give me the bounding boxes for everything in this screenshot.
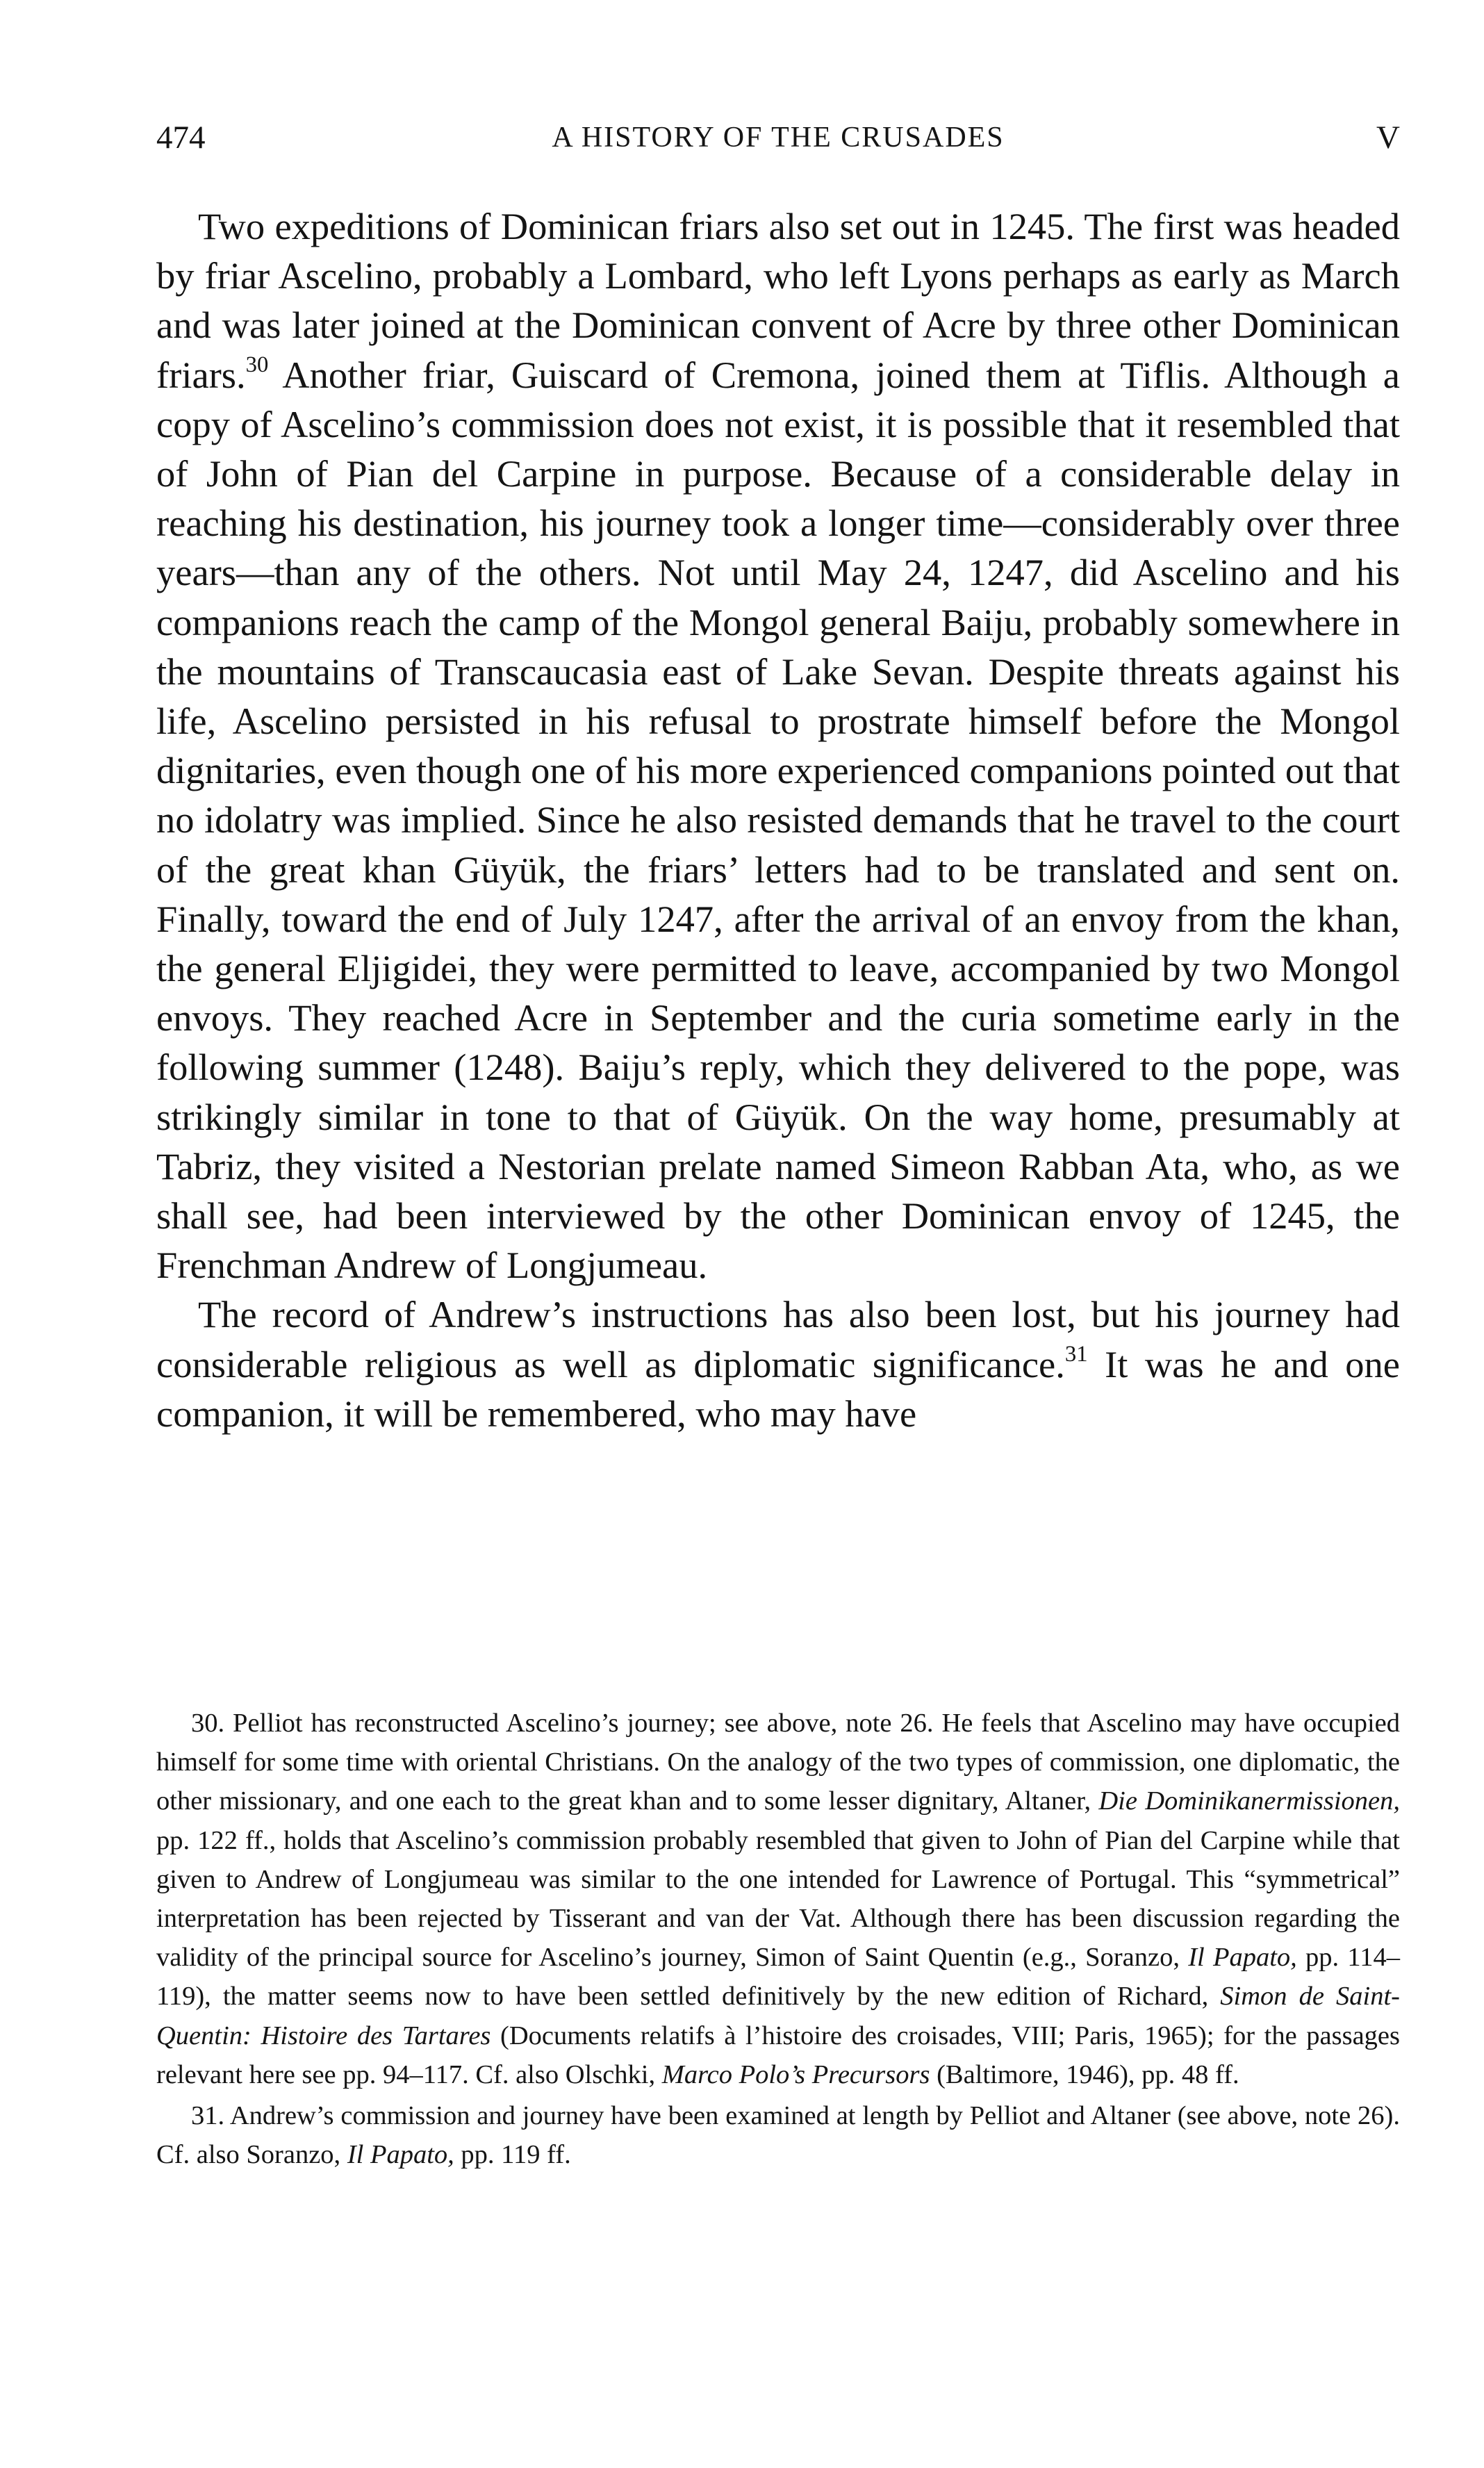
paragraph-text: Two expeditions of Dominican friars also set out in 1245. The first was headed by friar Ascelino, probably a Lombard, who left Lyons perhaps as early as March and was later joined at the Dominican convent of Acre by three other Dominican friars. — [156, 205, 1400, 396]
paragraph-text: Another friar, Guiscard of Cremona, joined them at Tiflis. Although a copy of Ascelino’s commission does not exist, it is possible that it resembled that of John of Pian del Carpine in purpose. Because of a considerable delay in reaching his destination, his journey took a longer time—considerably over three years—than any of the others. Not until May 24, 1247, did Ascelino and his companions reach the camp of the Mongol general Baiju, probably somewhere in the mountains of Transcaucasia east of Lake Sevan. Despite threats against his life, Ascelino persisted in his refusal to prostrate himself before the Mongol dignitaries, even though one of his more experienced companions pointed out that no idolatry was implied. Since he also resisted demands that he travel to the court of the great khan Güyük, the friars’ letters had to be translated and sent on. Finally, toward the end of July 1247, after the arrival of an envoy from the khan, the general Eljigidei, they were permitted to leave, accompanied by two Mongol envoys. They reached Acre in September and the curia sometime early in the following summer (1248). Baiju’s reply, which they delivered to the pope, was strikingly similar in tone to that of Güyük. On the way home, presumably at Tabriz, they visited a Nestorian prelate named Simeon Rabban Ata, who, as we shall see, had been interviewed by the other Dominican envoy of 1245, the Frenchman Andrew of Longjumeau. — [156, 353, 1400, 1287]
paragraph-text: It was he and one companion, it will be remembered, who may have — [156, 1342, 1400, 1435]
footnote-ref-31: 31 — [1064, 1341, 1088, 1367]
footnote-italic: Marco Polo’s Precursors — [661, 2059, 930, 2089]
paragraph — [156, 1290, 1400, 1438]
body-text — [156, 201, 1400, 1438]
volume-number: V — [1376, 120, 1400, 156]
footnote-italic: Il Papato, — [347, 2140, 454, 2170]
paragraph-text: The record of Andrew’s instructions has also been lost, but his journey had considerable religious as well as diplomatic significance. — [156, 1293, 1400, 1385]
footnote-italic: Simon de Saint-Quentin: Histoire des Tartares — [156, 1982, 1400, 2050]
footnote-italic: Il Papato, — [1188, 1943, 1297, 1973]
footnote-italic: Die Dominikanermissionen, — [1098, 1786, 1400, 1816]
running-head — [156, 117, 1400, 158]
footnote-30 — [156, 1704, 1400, 2094]
footnote-text: (Baltimore, 1946), pp. 48 ff. — [930, 2059, 1239, 2089]
page-number: 474 — [156, 120, 206, 156]
footnote-text: pp. 119 ff. — [454, 2140, 571, 2170]
footnote-text: (Documents relatifs à l’histoire des croisades, VIII; Paris, 1965); for the passages relevant here see pp. 94–117. Cf. also Olschki, — [156, 2021, 1400, 2089]
footnote-text: 30. Pelliot has reconstructed Ascelino’s journey; see above, note 26. He feels that Ascelino may have occupied himself for some time with oriental Christians. On the analogy of the two types of commission, one diplomatic, the other missionary, and one each to the great khan and to some lesser dignitary, Altaner, — [156, 1709, 1400, 1816]
running-title: A HISTORY OF THE CRUSADES — [552, 122, 1005, 154]
footnote-31 — [156, 2096, 1400, 2174]
footnote-text: pp. 114–119), the matter seems now to have been settled definitively by the new edition of Richard, — [156, 1943, 1400, 2012]
footnote-text: 31. Andrew’s commission and journey have been examined at length by Pelliot and Altaner (see above, note 26). Cf. also Soranzo, — [156, 2101, 1400, 2170]
footnotes — [156, 1704, 1400, 2174]
footnote-text: pp. 122 ff., holds that Ascelino’s commission probably resembled that given to John of Pian del Carpine while that given to Andrew of Longjumeau was similar to the one intended for Lawrence of Portugal. This “symmetrical” interpretation has been rejected by Tisserant and van der Vat. Although there has been discussion regarding the validity of the principal source for Ascelino’s journey, Simon of Saint Quentin (e.g., Soranzo, — [156, 1825, 1400, 1973]
paragraph — [156, 201, 1400, 1290]
footnote-ref-30: 30 — [245, 352, 269, 377]
